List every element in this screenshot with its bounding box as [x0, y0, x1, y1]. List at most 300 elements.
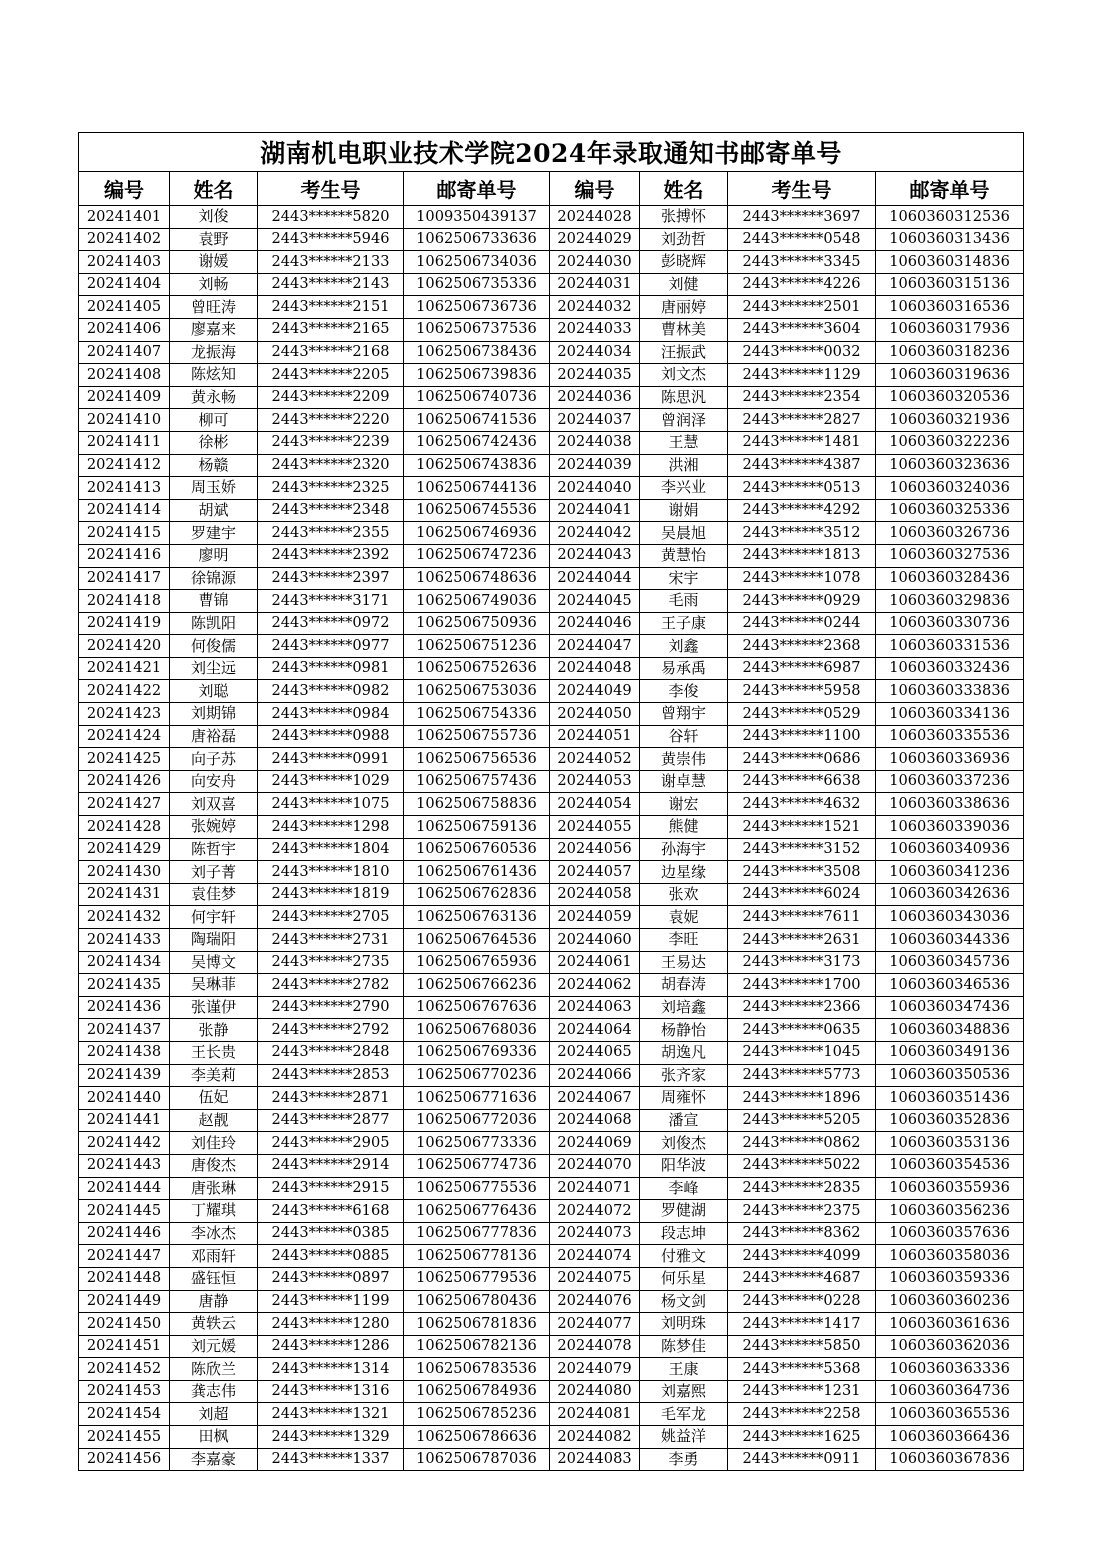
cell-exam-no: 2443******4632: [728, 793, 876, 816]
cell-exam-no: 2443******2348: [258, 499, 404, 522]
cell-name: 刘培鑫: [640, 996, 728, 1019]
cell-id: 20244030: [550, 251, 640, 274]
cell-tracking-no: 1060360312536: [876, 206, 1024, 229]
cell-name: 潘宣: [640, 1109, 728, 1132]
table-row: [79, 838, 1024, 861]
cell-id: 20244083: [550, 1448, 640, 1471]
cell-exam-no: 2443******0991: [258, 748, 404, 771]
cell-exam-no: 2443******1129: [728, 364, 876, 387]
cell-name: 吴琳菲: [170, 974, 258, 997]
cell-id: 20241428: [79, 816, 170, 839]
cell-exam-no: 2443******2354: [728, 386, 876, 409]
cell-id: 20244079: [550, 1358, 640, 1381]
cell-exam-no: 2443******1329: [258, 1426, 404, 1449]
cell-name: 龚志伟: [170, 1380, 258, 1403]
table-row: [79, 1200, 1024, 1223]
cell-tracking-no: 1062506767636: [404, 996, 550, 1019]
cell-exam-no: 2443******1521: [728, 816, 876, 839]
cell-exam-no: 2443******3512: [728, 522, 876, 545]
cell-exam-no: 2443******2392: [258, 544, 404, 567]
cell-tracking-no: 1060360366436: [876, 1426, 1024, 1449]
cell-name: 王康: [640, 1358, 728, 1381]
cell-name: 唐张琳: [170, 1177, 258, 1200]
cell-exam-no: 2443******0686: [728, 748, 876, 771]
table-row: [79, 206, 1024, 229]
cell-id: 20241453: [79, 1380, 170, 1403]
cell-exam-no: 2443******2205: [258, 364, 404, 387]
cell-name: 李旺: [640, 929, 728, 952]
cell-id: 20241420: [79, 635, 170, 658]
cell-id: 20244052: [550, 748, 640, 771]
cell-exam-no: 2443******0385: [258, 1222, 404, 1245]
cell-name: 刘畅: [170, 273, 258, 296]
table-row: [79, 703, 1024, 726]
cell-name: 廖嘉来: [170, 318, 258, 341]
table-row: [79, 680, 1024, 703]
cell-tracking-no: 1062506744136: [404, 477, 550, 500]
cell-name: 谢卓慧: [640, 770, 728, 793]
cell-exam-no: 2443******2165: [258, 318, 404, 341]
cell-name: 邓雨轩: [170, 1245, 258, 1268]
header-tracking-left: 邮寄单号: [404, 172, 550, 206]
cell-tracking-no: 1062506777836: [404, 1222, 550, 1245]
cell-id: 20244043: [550, 544, 640, 567]
cell-id: 20241451: [79, 1335, 170, 1358]
cell-id: 20244067: [550, 1087, 640, 1110]
cell-id: 20241422: [79, 680, 170, 703]
cell-tracking-no: 1060360347436: [876, 996, 1024, 1019]
table-row: [79, 318, 1024, 341]
cell-name: 刘文杰: [640, 364, 728, 387]
cell-exam-no: 2443******0984: [258, 703, 404, 726]
cell-name: 田枫: [170, 1426, 258, 1449]
cell-id: 20244029: [550, 228, 640, 251]
cell-name: 陈哲宇: [170, 838, 258, 861]
cell-name: 谷轩: [640, 725, 728, 748]
table-row: [79, 499, 1024, 522]
cell-tracking-no: 1062506766236: [404, 974, 550, 997]
cell-id: 20244031: [550, 273, 640, 296]
cell-tracking-no: 1062506783536: [404, 1358, 550, 1381]
table-row: [79, 1064, 1024, 1087]
cell-tracking-no: 1062506739836: [404, 364, 550, 387]
cell-tracking-no: 1060360316536: [876, 296, 1024, 319]
table-row: [79, 1041, 1024, 1064]
cell-exam-no: 2443******4292: [728, 499, 876, 522]
cell-tracking-no: 1062506782136: [404, 1335, 550, 1358]
table-row: [79, 1222, 1024, 1245]
cell-name: 刘鑫: [640, 635, 728, 658]
cell-name: 何乐星: [640, 1267, 728, 1290]
cell-tracking-no: 1060360355936: [876, 1177, 1024, 1200]
cell-exam-no: 2443******1316: [258, 1380, 404, 1403]
cell-name: 何宇轩: [170, 906, 258, 929]
cell-tracking-no: 1060360332436: [876, 657, 1024, 680]
table-row: [79, 1019, 1024, 1042]
cell-name: 张静: [170, 1019, 258, 1042]
cell-id: 20244050: [550, 703, 640, 726]
cell-id: 20241405: [79, 296, 170, 319]
cell-id: 20244057: [550, 861, 640, 884]
cell-tracking-no: 1062506762836: [404, 883, 550, 906]
cell-name: 彭晓辉: [640, 251, 728, 274]
cell-id: 20244065: [550, 1041, 640, 1064]
table-row: [79, 228, 1024, 251]
table-row: [79, 1267, 1024, 1290]
cell-exam-no: 2443******2258: [728, 1403, 876, 1426]
cell-exam-no: 2443******2366: [728, 996, 876, 1019]
cell-tracking-no: 1062506737536: [404, 318, 550, 341]
cell-tracking-no: 1062506755736: [404, 725, 550, 748]
table-row: [79, 770, 1024, 793]
table-row: [79, 1154, 1024, 1177]
cell-exam-no: 2443******2209: [258, 386, 404, 409]
cell-tracking-no: 1062506780436: [404, 1290, 550, 1313]
cell-exam-no: 2443******0885: [258, 1245, 404, 1268]
cell-name: 周雍怀: [640, 1087, 728, 1110]
cell-name: 徐锦源: [170, 567, 258, 590]
cell-id: 20241447: [79, 1245, 170, 1268]
cell-tracking-no: 1060360336936: [876, 748, 1024, 771]
cell-id: 20244040: [550, 477, 640, 500]
cell-tracking-no: 1062506736736: [404, 296, 550, 319]
cell-name: 付雅文: [640, 1245, 728, 1268]
cell-exam-no: 2443******2877: [258, 1109, 404, 1132]
cell-exam-no: 2443******0981: [258, 657, 404, 680]
cell-name: 徐彬: [170, 431, 258, 454]
cell-tracking-no: 1062506746936: [404, 522, 550, 545]
cell-tracking-no: 1062506787036: [404, 1448, 550, 1471]
cell-id: 20244056: [550, 838, 640, 861]
cell-id: 20241445: [79, 1200, 170, 1223]
header-name-right: 姓名: [640, 172, 728, 206]
cell-exam-no: 2443******5773: [728, 1064, 876, 1087]
cell-tracking-no: 1060360343036: [876, 906, 1024, 929]
cell-name: 刘明珠: [640, 1313, 728, 1336]
cell-id: 20244028: [550, 206, 640, 229]
cell-tracking-no: 1062506781836: [404, 1313, 550, 1336]
cell-id: 20241410: [79, 409, 170, 432]
cell-id: 20244075: [550, 1267, 640, 1290]
cell-tracking-no: 1009350439137: [404, 206, 550, 229]
cell-id: 20244055: [550, 816, 640, 839]
cell-name: 陈欣兰: [170, 1358, 258, 1381]
cell-tracking-no: 1062506751236: [404, 635, 550, 658]
cell-exam-no: 2443******2731: [258, 929, 404, 952]
cell-id: 20241448: [79, 1267, 170, 1290]
cell-exam-no: 2443******0635: [728, 1019, 876, 1042]
cell-id: 20241443: [79, 1154, 170, 1177]
cell-tracking-no: 1062506769336: [404, 1041, 550, 1064]
cell-name: 宋宇: [640, 567, 728, 590]
cell-tracking-no: 1062506774736: [404, 1154, 550, 1177]
header-exam-no-right: 考生号: [728, 172, 876, 206]
cell-name: 刘超: [170, 1403, 258, 1426]
cell-id: 20241402: [79, 228, 170, 251]
header-name-left: 姓名: [170, 172, 258, 206]
cell-exam-no: 2443******6638: [728, 770, 876, 793]
cell-exam-no: 2443******2325: [258, 477, 404, 500]
cell-id: 20241418: [79, 590, 170, 613]
table-row: [79, 612, 1024, 635]
cell-tracking-no: 1060360322236: [876, 431, 1024, 454]
cell-name: 唐静: [170, 1290, 258, 1313]
cell-name: 曾旺涛: [170, 296, 258, 319]
header-exam-no-left: 考生号: [258, 172, 404, 206]
cell-id: 20244078: [550, 1335, 640, 1358]
cell-name: 孙海宇: [640, 838, 728, 861]
cell-id: 20244039: [550, 454, 640, 477]
cell-tracking-no: 1060360331536: [876, 635, 1024, 658]
cell-id: 20244072: [550, 1200, 640, 1223]
cell-tracking-no: 1060360360236: [876, 1290, 1024, 1313]
table-row: [79, 273, 1024, 296]
cell-name: 李美莉: [170, 1064, 258, 1087]
cell-tracking-no: 1062506740736: [404, 386, 550, 409]
cell-exam-no: 2443******0032: [728, 341, 876, 364]
cell-id: 20244051: [550, 725, 640, 748]
cell-tracking-no: 1062506772036: [404, 1109, 550, 1132]
cell-name: 袁野: [170, 228, 258, 251]
cell-id: 20244058: [550, 883, 640, 906]
cell-exam-no: 2443******2375: [728, 1200, 876, 1223]
table-row: [79, 1177, 1024, 1200]
cell-id: 20244045: [550, 590, 640, 613]
cell-id: 20241444: [79, 1177, 170, 1200]
cell-exam-no: 2443******2871: [258, 1087, 404, 1110]
cell-exam-no: 2443******2631: [728, 929, 876, 952]
cell-tracking-no: 1062506757436: [404, 770, 550, 793]
cell-name: 谢娟: [640, 499, 728, 522]
cell-name: 向安舟: [170, 770, 258, 793]
cell-name: 袁妮: [640, 906, 728, 929]
cell-exam-no: 2443******2705: [258, 906, 404, 929]
table-row: [79, 1426, 1024, 1449]
cell-tracking-no: 1062506779536: [404, 1267, 550, 1290]
table-row: [79, 386, 1024, 409]
cell-id: 20244048: [550, 657, 640, 680]
cell-tracking-no: 1062506778136: [404, 1245, 550, 1268]
cell-id: 20241429: [79, 838, 170, 861]
cell-id: 20241415: [79, 522, 170, 545]
cell-id: 20244071: [550, 1177, 640, 1200]
cell-name: 张欢: [640, 883, 728, 906]
cell-tracking-no: 1060360329836: [876, 590, 1024, 613]
cell-exam-no: 2443******2735: [258, 951, 404, 974]
cell-exam-no: 2443******5958: [728, 680, 876, 703]
cell-exam-no: 2443******7611: [728, 906, 876, 929]
cell-name: 杨静怡: [640, 1019, 728, 1042]
cell-name: 赵靓: [170, 1109, 258, 1132]
cell-id: 20244066: [550, 1064, 640, 1087]
cell-exam-no: 2443******0862: [728, 1132, 876, 1155]
cell-tracking-no: 1062506742436: [404, 431, 550, 454]
cell-id: 20241427: [79, 793, 170, 816]
table-row: [79, 341, 1024, 364]
cell-exam-no: 2443******4387: [728, 454, 876, 477]
cell-id: 20244037: [550, 409, 640, 432]
cell-exam-no: 2443******0972: [258, 612, 404, 635]
cell-tracking-no: 1060360363336: [876, 1358, 1024, 1381]
cell-exam-no: 2443******1075: [258, 793, 404, 816]
cell-tracking-no: 1060360362036: [876, 1335, 1024, 1358]
cell-id: 20244035: [550, 364, 640, 387]
cell-exam-no: 2443******2397: [258, 567, 404, 590]
cell-name: 何俊儒: [170, 635, 258, 658]
cell-id: 20241431: [79, 883, 170, 906]
table-row: [79, 454, 1024, 477]
cell-name: 王长贵: [170, 1041, 258, 1064]
cell-exam-no: 2443******3171: [258, 590, 404, 613]
cell-tracking-no: 1062506743836: [404, 454, 550, 477]
cell-tracking-no: 1060360345736: [876, 951, 1024, 974]
cell-tracking-no: 1062506734036: [404, 251, 550, 274]
cell-name: 毛雨: [640, 590, 728, 613]
cell-tracking-no: 1060360313436: [876, 228, 1024, 251]
cell-exam-no: 2443******5368: [728, 1358, 876, 1381]
cell-id: 20241438: [79, 1041, 170, 1064]
cell-tracking-no: 1062506735336: [404, 273, 550, 296]
cell-id: 20241432: [79, 906, 170, 929]
cell-name: 李俊: [640, 680, 728, 703]
cell-tracking-no: 1060360326736: [876, 522, 1024, 545]
cell-name: 周玉娇: [170, 477, 258, 500]
cell-id: 20244033: [550, 318, 640, 341]
cell-tracking-no: 1060360349136: [876, 1041, 1024, 1064]
cell-exam-no: 2443******2368: [728, 635, 876, 658]
table-row: [79, 974, 1024, 997]
cell-id: 20241417: [79, 567, 170, 590]
cell-tracking-no: 1062506738436: [404, 341, 550, 364]
table-row: [79, 409, 1024, 432]
cell-id: 20241433: [79, 929, 170, 952]
cell-tracking-no: 1060360324036: [876, 477, 1024, 500]
cell-exam-no: 2443******2835: [728, 1177, 876, 1200]
cell-name: 黄崇伟: [640, 748, 728, 771]
cell-id: 20244041: [550, 499, 640, 522]
cell-tracking-no: 1060360352836: [876, 1109, 1024, 1132]
cell-tracking-no: 1062506759136: [404, 816, 550, 839]
cell-exam-no: 2443******1314: [258, 1358, 404, 1381]
table-row: [79, 1358, 1024, 1381]
cell-name: 罗健湖: [640, 1200, 728, 1223]
cell-exam-no: 2443******2914: [258, 1154, 404, 1177]
table-row: [79, 816, 1024, 839]
cell-name: 张搏怀: [640, 206, 728, 229]
cell-exam-no: 2443******1810: [258, 861, 404, 884]
cell-name: 柳可: [170, 409, 258, 432]
cell-name: 龙振海: [170, 341, 258, 364]
cell-exam-no: 2443******1231: [728, 1380, 876, 1403]
cell-tracking-no: 1062506771636: [404, 1087, 550, 1110]
cell-exam-no: 2443******3173: [728, 951, 876, 974]
cell-tracking-no: 1062506733636: [404, 228, 550, 251]
cell-id: 20244062: [550, 974, 640, 997]
cell-exam-no: 2443******1286: [258, 1335, 404, 1358]
cell-exam-no: 2443******0897: [258, 1267, 404, 1290]
cell-name: 向子苏: [170, 748, 258, 771]
cell-exam-no: 2443******2143: [258, 273, 404, 296]
cell-exam-no: 2443******2853: [258, 1064, 404, 1087]
table-row: [79, 793, 1024, 816]
cell-exam-no: 2443******6168: [258, 1200, 404, 1223]
table-row: [79, 251, 1024, 274]
cell-id: 20241452: [79, 1358, 170, 1381]
cell-exam-no: 2443******1280: [258, 1313, 404, 1336]
cell-tracking-no: 1060360340936: [876, 838, 1024, 861]
cell-id: 20241450: [79, 1313, 170, 1336]
cell-tracking-no: 1060360341236: [876, 861, 1024, 884]
cell-tracking-no: 1062506775536: [404, 1177, 550, 1200]
cell-exam-no: 2443******1819: [258, 883, 404, 906]
cell-tracking-no: 1060360321936: [876, 409, 1024, 432]
cell-tracking-no: 1060360319636: [876, 364, 1024, 387]
cell-exam-no: 2443******0911: [728, 1448, 876, 1471]
cell-name: 李嘉豪: [170, 1448, 258, 1471]
cell-tracking-no: 1062506756536: [404, 748, 550, 771]
cell-tracking-no: 1060360346536: [876, 974, 1024, 997]
cell-id: 20244073: [550, 1222, 640, 1245]
cell-id: 20244059: [550, 906, 640, 929]
cell-name: 陶瑞阳: [170, 929, 258, 952]
cell-exam-no: 2443******1700: [728, 974, 876, 997]
cell-name: 谢宏: [640, 793, 728, 816]
cell-name: 王子康: [640, 612, 728, 635]
cell-name: 唐丽婷: [640, 296, 728, 319]
cell-id: 20241437: [79, 1019, 170, 1042]
table-row: [79, 861, 1024, 884]
cell-id: 20241440: [79, 1087, 170, 1110]
cell-id: 20241446: [79, 1222, 170, 1245]
cell-exam-no: 2443******4687: [728, 1267, 876, 1290]
cell-exam-no: 2443******5946: [258, 228, 404, 251]
table-row: [79, 1448, 1024, 1471]
cell-name: 曹林美: [640, 318, 728, 341]
table-row: [79, 1380, 1024, 1403]
cell-tracking-no: 1060360367836: [876, 1448, 1024, 1471]
cell-name: 刘期锦: [170, 703, 258, 726]
cell-name: 黄永畅: [170, 386, 258, 409]
cell-id: 20241411: [79, 431, 170, 454]
cell-name: 曾翔宇: [640, 703, 728, 726]
cell-tracking-no: 1060360314836: [876, 251, 1024, 274]
cell-tracking-no: 1060360334136: [876, 703, 1024, 726]
cell-name: 杨赣: [170, 454, 258, 477]
cell-name: 胡斌: [170, 499, 258, 522]
cell-name: 刘佳玲: [170, 1132, 258, 1155]
cell-exam-no: 2443******2501: [728, 296, 876, 319]
cell-id: 20244060: [550, 929, 640, 952]
table-row: [79, 477, 1024, 500]
cell-name: 盛钰恒: [170, 1267, 258, 1290]
table-row: [79, 364, 1024, 387]
cell-id: 20244042: [550, 522, 640, 545]
table-row: [79, 431, 1024, 454]
table-row: [79, 1132, 1024, 1155]
cell-id: 20244064: [550, 1019, 640, 1042]
cell-name: 刘子菁: [170, 861, 258, 884]
table-row: [79, 1313, 1024, 1336]
cell-tracking-no: 1060360357636: [876, 1222, 1024, 1245]
cell-exam-no: 2443******2151: [258, 296, 404, 319]
cell-tracking-no: 1060360351436: [876, 1087, 1024, 1110]
cell-tracking-no: 1062506760536: [404, 838, 550, 861]
cell-exam-no: 2443******0548: [728, 228, 876, 251]
cell-tracking-no: 1060360337236: [876, 770, 1024, 793]
cell-tracking-no: 1060360365536: [876, 1403, 1024, 1426]
table-row: [79, 544, 1024, 567]
cell-tracking-no: 1062506753036: [404, 680, 550, 703]
